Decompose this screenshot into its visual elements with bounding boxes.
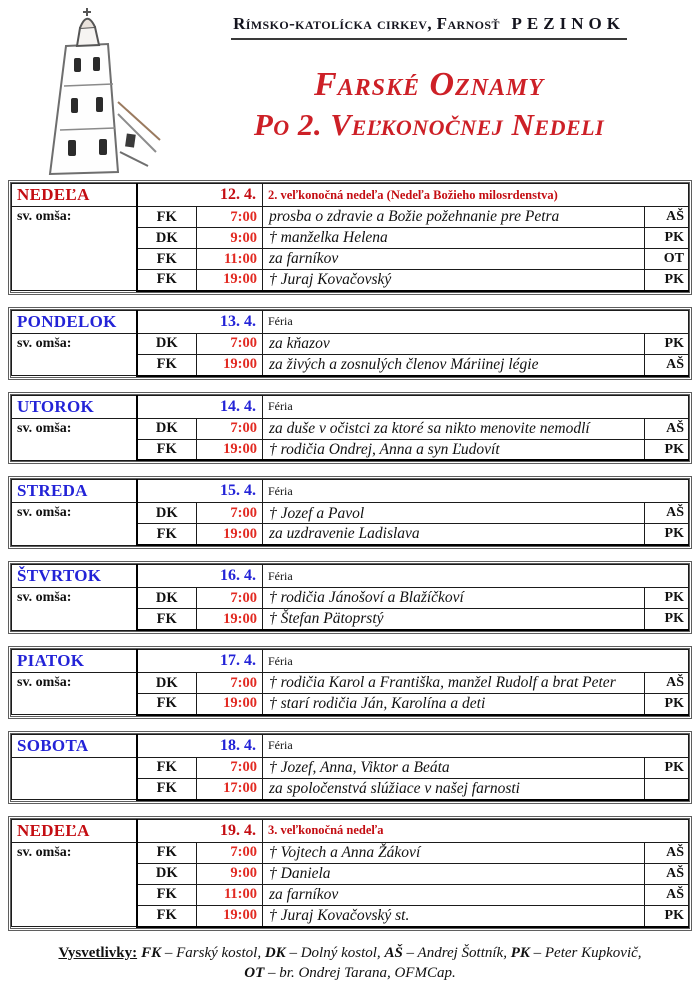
sv-omsa-label: sv. omša:: [12, 207, 137, 291]
sv-omsa-label: sv. omša:: [12, 588, 137, 630]
day-feast: Féria: [263, 310, 689, 333]
mass-time: 7:00: [197, 673, 263, 694]
legend-item-code: OT: [244, 964, 265, 981]
mass-time: 7:00: [197, 207, 263, 228]
day-date: 16. 4.: [137, 565, 263, 588]
mass-priest: PK: [645, 588, 689, 609]
day-table: [8, 731, 692, 804]
day-table: [8, 307, 692, 380]
church-tower-icon: [14, 6, 166, 178]
mass-time: 7:00: [197, 503, 263, 524]
mass-intention: za živých a zosnulých členov Máriinej légie: [263, 354, 645, 375]
mass-time: 9:00: [197, 228, 263, 249]
mass-priest: PK: [645, 333, 689, 354]
mass-intention: za uzdravenie Ladislava: [263, 524, 645, 545]
legend-line-2: [0, 963, 700, 983]
mass-priest: AŠ: [644, 884, 688, 905]
mass-row: [12, 333, 689, 354]
mass-time: 7:00: [197, 333, 263, 354]
page-title: Farské Oznamy: [313, 66, 545, 103]
org-name-prefix: Rímsko-katolícka cirkev, Farnosť: [233, 14, 500, 33]
mass-church: FK: [137, 354, 197, 375]
mass-priest: [645, 778, 689, 799]
mass-intention: † manželka Helena: [263, 228, 645, 249]
mass-priest: AŠ: [645, 673, 689, 694]
mass-church: FK: [137, 439, 197, 460]
mass-row: [12, 418, 689, 439]
mass-priest: PK: [645, 609, 689, 630]
mass-row: [12, 503, 689, 524]
mass-time: 19:00: [197, 524, 263, 545]
mass-church: FK: [137, 842, 197, 863]
legend-item-desc: – Peter Kupkovič,: [529, 944, 642, 961]
church-tower-illustration: [14, 6, 164, 178]
day-header-row: [12, 395, 689, 418]
mass-church: FK: [137, 207, 197, 228]
mass-time: 11:00: [197, 884, 263, 905]
day-name: PONDELOK: [12, 310, 137, 333]
legend-item-desc: – Dolný kostol,: [285, 944, 385, 961]
page-header: [0, 0, 700, 178]
mass-intention: † rodičia Jánošoví a Blažíčkoví: [263, 588, 645, 609]
mass-row: [12, 207, 689, 228]
day-feast: Féria: [263, 480, 689, 503]
mass-church: FK: [137, 249, 197, 270]
mass-priest: AŠ: [644, 842, 688, 863]
mass-priest: AŠ: [644, 863, 688, 884]
day-header-row: [12, 480, 689, 503]
day-feast: Féria: [263, 650, 689, 673]
day-table: [8, 476, 692, 549]
mass-priest: PK: [645, 524, 689, 545]
sv-omsa-label: sv. omša:: [12, 503, 137, 545]
legend-line-1: [0, 943, 700, 963]
mass-intention: za spoločenstvá slúžiace v našej farnosti: [263, 778, 645, 799]
sv-omsa-label: [12, 757, 137, 799]
legend-item-code: FK: [141, 944, 162, 961]
mass-time: 19:00: [197, 694, 263, 715]
org-name-city: PEZINOK: [511, 14, 625, 33]
day-table: [8, 180, 692, 295]
mass-intention: † Jozef a Pavol: [263, 503, 645, 524]
mass-intention: za farníkov: [263, 249, 645, 270]
legend-item-desc: – Farský kostol,: [161, 944, 265, 961]
mass-time: 7:00: [197, 588, 263, 609]
day-table: [8, 816, 692, 931]
mass-church: DK: [137, 588, 197, 609]
day-feast: Féria: [263, 565, 689, 588]
org-name: [231, 14, 627, 40]
legend-item-desc: – Andrej Šottník,: [402, 944, 511, 961]
day-name: NEDEĽA: [12, 184, 137, 207]
sv-omsa-label: sv. omša:: [12, 418, 137, 460]
day-date: 15. 4.: [137, 480, 263, 503]
day-header-row: [12, 734, 689, 757]
day-date: 17. 4.: [137, 650, 263, 673]
mass-priest: AŠ: [645, 354, 689, 375]
mass-time: 19:00: [197, 439, 263, 460]
mass-time: 17:00: [197, 778, 263, 799]
sv-omsa-label: sv. omša:: [12, 842, 137, 926]
mass-church: FK: [137, 905, 197, 926]
mass-intention: prosba o zdravie a Božie požehnanie pre Petra: [263, 207, 645, 228]
mass-church: FK: [137, 270, 197, 291]
mass-intention: za farníkov: [263, 884, 645, 905]
mass-priest: OT: [644, 249, 688, 270]
mass-time: 19:00: [197, 270, 263, 291]
legend-label: Vysvetlivky:: [58, 944, 138, 961]
mass-priest: PK: [645, 439, 689, 460]
mass-intention: † Juraj Kovačovský st.: [263, 905, 645, 926]
sv-omsa-label: sv. omša:: [12, 673, 137, 715]
mass-row: [12, 673, 689, 694]
legend-item-desc: – br. Ondrej Tarana, OFMCap.: [264, 964, 456, 981]
mass-priest: PK: [645, 694, 689, 715]
day-name: STREDA: [12, 480, 137, 503]
mass-intention: † Juraj Kovačovský: [263, 270, 645, 291]
mass-intention: † Jozef, Anna, Viktor a Beáta: [263, 757, 645, 778]
day-header-row: [12, 819, 689, 842]
mass-time: 11:00: [197, 249, 263, 270]
mass-church: DK: [137, 673, 197, 694]
day-feast: 2. veľkonočná nedeľa (Nedeľa Božieho milosrdenstva): [263, 184, 689, 207]
day-header-row: [12, 565, 689, 588]
day-date: 13. 4.: [137, 310, 263, 333]
mass-church: FK: [137, 524, 197, 545]
day-header-row: [12, 650, 689, 673]
mass-church: DK: [137, 333, 197, 354]
mass-church: DK: [137, 863, 197, 884]
header-text-block: [166, 6, 692, 178]
mass-church: FK: [137, 757, 197, 778]
day-name: NEDEĽA: [12, 819, 137, 842]
mass-priest: PK: [644, 270, 688, 291]
legend: [0, 943, 700, 990]
legend-line2-items: [244, 965, 455, 981]
day-date: 18. 4.: [137, 734, 263, 757]
mass-church: FK: [137, 694, 197, 715]
legend-item-code: PK: [510, 944, 530, 961]
mass-time: 19:00: [197, 354, 263, 375]
day-header-row: [12, 184, 689, 207]
mass-intention: † rodičia Ondrej, Anna a syn Ľudovít: [263, 439, 645, 460]
mass-intention: † Vojtech a Anna Žákoví: [263, 842, 645, 863]
sv-omsa-label: sv. omša:: [12, 333, 137, 375]
day-name: UTOROK: [12, 395, 137, 418]
day-header-row: [12, 310, 689, 333]
day-name: PIATOK: [12, 650, 137, 673]
day-name: ŠTVRTOK: [12, 565, 137, 588]
mass-church: DK: [137, 503, 197, 524]
day-name: SOBOTA: [12, 734, 137, 757]
day-feast: Féria: [263, 734, 689, 757]
mass-row: [12, 588, 689, 609]
day-feast: Féria: [263, 395, 689, 418]
mass-row: [12, 757, 689, 778]
day-table: [8, 646, 692, 719]
mass-time: 7:00: [197, 842, 263, 863]
mass-intention: za kňazov: [263, 333, 645, 354]
mass-priest: PK: [645, 757, 689, 778]
mass-time: 7:00: [197, 757, 263, 778]
day-table: [8, 561, 692, 634]
mass-intention: † Daniela: [263, 863, 645, 884]
mass-time: 19:00: [197, 609, 263, 630]
mass-intention: † starí rodičia Ján, Karolína a deti: [263, 694, 645, 715]
day-date: 19. 4.: [137, 819, 263, 842]
day-table: [8, 392, 692, 465]
legend-line1-items: [141, 945, 641, 961]
legend-item-code: DK: [264, 944, 286, 961]
legend-item-code: AŠ: [384, 944, 403, 961]
mass-intention: za duše v očistci za ktoré sa nikto menovite nemodlí: [263, 418, 645, 439]
mass-church: FK: [137, 778, 197, 799]
mass-row: [12, 842, 689, 863]
page-subtitle: Po 2. Veľkonočnej Nedeli: [253, 106, 605, 142]
mass-priest: AŠ: [644, 207, 688, 228]
mass-intention: † rodičia Karol a Františka, manžel Rudolf a brat Peter: [263, 673, 645, 694]
mass-priest: AŠ: [645, 418, 689, 439]
mass-church: DK: [137, 418, 197, 439]
day-date: 14. 4.: [137, 395, 263, 418]
day-tables: [0, 178, 700, 931]
mass-church: FK: [137, 609, 197, 630]
day-date: 12. 4.: [137, 184, 263, 207]
mass-priest: PK: [644, 905, 688, 926]
mass-church: DK: [137, 228, 197, 249]
mass-time: 19:00: [197, 905, 263, 926]
mass-time: 9:00: [197, 863, 263, 884]
day-feast: 3. veľkonočná nedeľa: [263, 819, 689, 842]
mass-priest: AŠ: [645, 503, 689, 524]
mass-time: 7:00: [197, 418, 263, 439]
mass-intention: † Štefan Pätoprstý: [263, 609, 645, 630]
mass-priest: PK: [644, 228, 688, 249]
mass-church: FK: [137, 884, 197, 905]
